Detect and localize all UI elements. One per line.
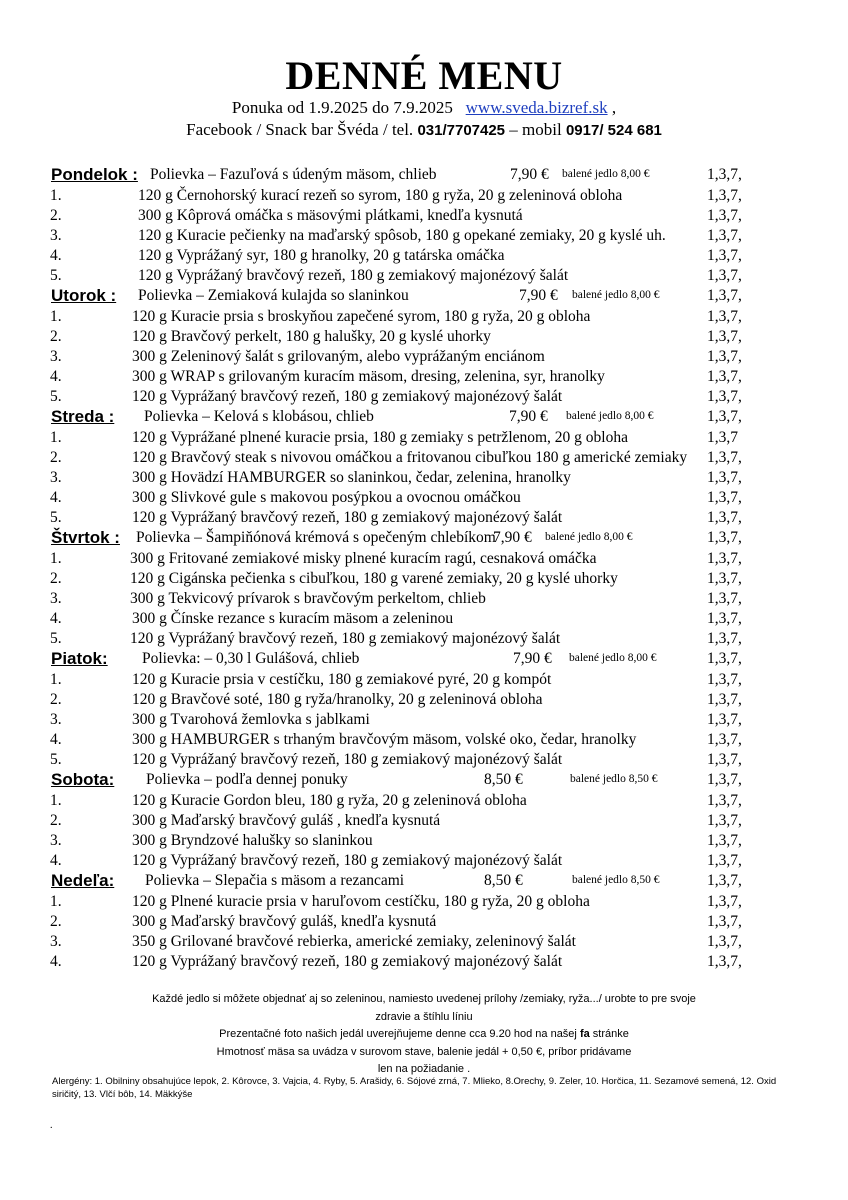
packed-price: balené jedlo 8,00 € (569, 652, 657, 664)
menu-item (50, 265, 810, 285)
item-number: 2. (50, 691, 62, 708)
item-dish: 120 g Vyprážaný bravčový rezeň, 180 g zemiakový majonézový šalát (130, 630, 561, 647)
item-number: 3. (50, 469, 62, 486)
day-name: Štvrtok : (51, 528, 120, 547)
allergen-codes: 1,3,7, (707, 650, 742, 667)
menu-item (50, 467, 810, 487)
menu-item (50, 790, 810, 810)
allergen-codes: 1,3,7, (707, 852, 742, 869)
item-dish: 120 g Vyprážaný bravčový rezeň, 180 g zemiakový majonézový šalát (132, 751, 563, 768)
allergen-codes: 1,3,7, (707, 792, 742, 809)
menu-item (50, 386, 810, 406)
day-name: Streda : (51, 407, 115, 426)
item-dish: 120 g Cigánska pečienka s cibuľkou, 180 g varené zemiaky, 20 g kyslé uhorky (130, 570, 618, 587)
allergen-codes: 1,3,7, (707, 751, 742, 768)
item-number: 1. (50, 792, 62, 809)
allergen-codes: 1,3,7, (707, 610, 742, 627)
allergen-codes: 1,3,7, (707, 267, 742, 284)
day-row (50, 769, 810, 790)
allergen-codes: 1,3,7, (707, 731, 742, 748)
footer-line-1: Každé jedlo si môžete objednať aj so zeleninou, namiesto uvedenej prílohy /zemiaky, ryža.../ urobte to pre svoje (152, 993, 696, 1005)
contact-line (0, 120, 848, 140)
allergen-codes: 1,3,7, (707, 348, 742, 365)
item-number: 4. (50, 731, 62, 748)
allergen-codes: 1,3,7, (707, 187, 742, 204)
allergen-codes: 1,3,7, (707, 550, 742, 567)
menu-item (50, 487, 810, 507)
day-row (50, 406, 810, 427)
item-dish: 300 g Maďarský bravčový guláš, knedľa kysnutá (132, 913, 437, 930)
menu-item (50, 911, 810, 931)
item-dish: 120 g Vyprážaný bravčový rezeň, 180 g zemiakový majonézový šalát (132, 852, 563, 869)
day-row (50, 870, 810, 891)
item-number: 4. (50, 852, 62, 869)
menu-item (50, 366, 810, 386)
allergen-codes: 1,3,7, (707, 408, 742, 425)
item-number: 5. (50, 267, 62, 284)
allergen-codes: 1,3,7, (707, 933, 742, 950)
menu-item (50, 588, 810, 608)
mobile-number: 0917/ 524 681 (565, 122, 662, 139)
item-dish: 300 g Kôprová omáčka s mäsovými plátkami, knedľa kysnutá (138, 207, 523, 224)
menu-item (50, 830, 810, 850)
phone-number: 031/7707425 (417, 122, 506, 139)
allergens-note: Alergény: 1. Obilniny obsahujúce lepok, 2. Kôrovce, 3. Vajcia, 4. Ryby, 5. Arašidy, 6. Sójové zrná, 7. Mlieko, 8.Orechy, 9. Zeler, 10. Horčica, 11. Sezamové semená, 12. Oxid siričitý, 13. Vlčí bôb, 14. Mäkkýše (52, 1076, 777, 1100)
menu-item (50, 891, 810, 911)
item-dish: 300 g Fritované zemiakové misky plnené kuracím ragú, cesnaková omáčka (130, 550, 597, 567)
soup-price: 8,50 € (484, 771, 523, 788)
item-number: 2. (50, 570, 62, 587)
day-name: Utorok : (51, 286, 117, 305)
menu-item (50, 326, 810, 346)
item-number: 1. (50, 671, 62, 688)
allergen-codes: 1,3,7, (707, 489, 742, 506)
item-dish: 300 g Zeleninový šalát s grilovaným, alebo vyprážaným enciánom (132, 348, 545, 365)
footer-line-3-text: Prezentačné foto našich jedál uverejňujeme denne cca 9.20 hod na našej (219, 1028, 580, 1040)
item-number: 1. (50, 308, 62, 325)
item-number: 2. (50, 328, 62, 345)
item-dish: 120 g Bravčový steak s nivovou omáčkou a fritovanou cibuľkou 180 g americké zemiaky (132, 449, 688, 466)
allergen-codes: 1,3,7, (707, 711, 742, 728)
item-dish: 300 g WRAP s grilovaným kuracím mäsom, dresing, zelenina, syr, hranolky (132, 368, 605, 385)
packed-price: balené jedlo 8,00 € (562, 168, 650, 180)
mobile-label: – mobil (505, 120, 566, 139)
day-name: Nedeľa: (51, 871, 115, 890)
soup-price: 7,90 € (513, 650, 552, 667)
soup-price: 8,50 € (484, 872, 523, 889)
item-number: 5. (50, 509, 62, 526)
item-number: 1. (50, 550, 62, 567)
item-dish: 300 g Tvarohová žemlovka s jablkami (132, 711, 370, 728)
soup-price: 7,90 € (519, 287, 558, 304)
item-dish: 120 g Vyprážaný bravčový rezeň, 180 g zemiakový majonézový šalát (132, 953, 563, 970)
item-dish: 120 g Plnené kuracie prsia v haruľovom cestíčku, 180 g ryža, 20 g obloha (132, 893, 590, 910)
item-number: 5. (50, 388, 62, 405)
soup-name: Polievka – Šampiňónová krémová s opečeným chlebíkom (136, 529, 496, 546)
facebook-mark: fa (579, 1028, 590, 1040)
item-number: 4. (50, 953, 62, 970)
packed-price: balené jedlo 8,00 € (566, 410, 654, 422)
footer-notes (0, 991, 848, 1079)
menu-item (50, 628, 810, 648)
item-dish: 120 g Kuracie prsia s broskyňou zapečené syrom, 180 g ryža, 20 g obloha (132, 308, 591, 325)
soup-name: Polievka – podľa dennej ponuky (146, 771, 348, 788)
allergen-codes: 1,3,7, (707, 771, 742, 788)
day-row (50, 285, 810, 306)
item-number: 4. (50, 610, 62, 627)
allergen-codes: 1,3,7, (707, 509, 742, 526)
website-link[interactable]: www.sveda.bizref.sk (465, 98, 608, 117)
allergen-codes: 1,3,7, (707, 368, 742, 385)
day-row (50, 648, 810, 669)
soup-name: Polievka – Zemiaková kulajda so slaninkou (138, 287, 409, 304)
menu-item (50, 427, 810, 447)
day-name: Pondelok : (51, 165, 138, 184)
allergen-codes: 1,3,7, (707, 207, 742, 224)
soup-name: Polievka – Slepačia s mäsom a rezancami (145, 872, 405, 889)
item-dish: 120 g Vyprážaný bravčový rezeň, 180 g zemiakový majonézový šalát (132, 388, 563, 405)
packed-price: balené jedlo 8,00 € (572, 289, 660, 301)
menu-item (50, 608, 810, 628)
offer-suffix: , (611, 98, 617, 117)
item-dish: 120 g Černohorský kurací rezeň so syrom, 180 g ryža, 20 g zeleninová obloha (138, 187, 623, 204)
item-dish: 120 g Bravčové soté, 180 g ryža/hranolky, 20 g zeleninová obloha (132, 691, 543, 708)
allergen-codes: 1,3,7, (707, 166, 742, 183)
item-dish: 120 g Kuracie prsia v cestíčku, 180 g zemiakové pyré, 20 g kompót (132, 671, 552, 688)
item-dish: 300 g Slivkové gule s makovou posýpkou a ovocnou omáčkou (132, 489, 521, 506)
menu-item (50, 507, 810, 527)
footer-line-4: Hmotnosť mäsa sa uvádza v surovom stave, balenie jedál + 0,50 €, príbor pridávame (216, 1045, 632, 1058)
menu-item (50, 447, 810, 467)
item-dish: 300 g Hovädzí HAMBURGER so slaninkou, čedar, zelenina, hranolky (132, 469, 571, 486)
item-number: 2. (50, 449, 62, 466)
item-number: 3. (50, 348, 62, 365)
allergen-codes: 1,3,7, (707, 872, 742, 889)
item-number: 1. (50, 187, 62, 204)
packed-price: balené jedlo 8,50 € (572, 874, 660, 886)
allergen-codes: 1,3,7, (707, 469, 742, 486)
menu-item (50, 568, 810, 588)
menu-item (50, 185, 810, 205)
item-dish: 300 g Bryndzové halušky so slaninkou (132, 832, 373, 849)
allergen-codes: 1,3,7, (707, 388, 742, 405)
item-number: 5. (50, 751, 62, 768)
item-number: 3. (50, 590, 62, 607)
item-dish: 300 g Maďarský bravčový guláš , knedľa kysnutá (132, 812, 441, 829)
packed-price: balené jedlo 8,00 € (545, 531, 633, 543)
allergen-codes: 1,3,7, (707, 529, 742, 546)
allergen-codes: 1,3,7, (707, 953, 742, 970)
item-dish: 300 g Čínske rezance s kuracím mäsom a zeleninou (132, 610, 454, 627)
item-dish: 120 g Vyprážané plnené kuracie prsia, 180 g zemiaky s petržlenom, 20 g obloha (132, 429, 628, 446)
item-number: 1. (50, 429, 62, 446)
item-dish: 120 g Kuracie pečienky na maďarský spôsob, 180 g opekané zemiaky, 20 g kyslé uh. (138, 227, 666, 244)
packed-price: balené jedlo 8,50 € (570, 773, 658, 785)
menu-item (50, 689, 810, 709)
day-row (50, 164, 810, 185)
allergen-codes: 1,3,7, (707, 671, 742, 688)
allergen-codes: 1,3,7, (707, 893, 742, 910)
menu-item (50, 245, 810, 265)
item-number: 2. (50, 812, 62, 829)
item-number: 5. (50, 630, 62, 647)
day-name: Sobota: (51, 770, 115, 789)
item-number: 2. (50, 913, 62, 930)
allergen-codes: 1,3,7, (707, 570, 742, 587)
menu-list (50, 164, 810, 971)
offer-line (0, 98, 848, 118)
footer-line-3-end: stránke (589, 1028, 629, 1040)
item-number: 3. (50, 832, 62, 849)
allergen-codes: 1,3,7 (707, 429, 738, 446)
menu-item (50, 205, 810, 225)
item-dish: 350 g Grilované bravčové rebierka, americké zemiaky, zeleninový šalát (132, 933, 576, 950)
soup-name: Polievka: – 0,30 l Gulášová, chlieb (142, 650, 360, 667)
trailing-mark: . (50, 1120, 53, 1131)
item-dish: 120 g Vyprážaný syr, 180 g hranolky, 20 g tatárska omáčka (138, 247, 505, 264)
menu-item (50, 346, 810, 366)
item-number: 1. (50, 893, 62, 910)
item-dish: 120 g Vyprážaný bravčový rezeň, 180 g zemiakový majonézový šalát (132, 509, 563, 526)
soup-price: 7,90 € (510, 166, 549, 183)
footer-line-3 (0, 1026, 848, 1044)
item-dish: 120 g Vyprážaný bravčový rezeň, 180 g zemiakový majonézový šalát (138, 267, 569, 284)
item-number: 4. (50, 368, 62, 385)
offer-period: Ponuka od 1.9.2025 do 7.9.2025 (231, 98, 453, 117)
soup-name: Polievka – Kelová s klobásou, chlieb (144, 408, 374, 425)
allergen-codes: 1,3,7, (707, 832, 742, 849)
allergen-codes: 1,3,7, (707, 691, 742, 708)
allergen-codes: 1,3,7, (707, 630, 742, 647)
item-number: 4. (50, 489, 62, 506)
menu-item (50, 951, 810, 971)
item-number: 2. (50, 207, 62, 224)
allergen-codes: 1,3,7, (707, 590, 742, 607)
menu-item (50, 548, 810, 568)
soup-name: Polievka – Fazuľová s údeným mäsom, chlieb (150, 166, 437, 183)
soup-price: 7,90 € (493, 529, 532, 546)
allergen-codes: 1,3,7, (707, 308, 742, 325)
menu-item (50, 850, 810, 870)
item-number: 3. (50, 227, 62, 244)
menu-item (50, 729, 810, 749)
menu-item (50, 810, 810, 830)
menu-item (50, 749, 810, 769)
allergen-codes: 1,3,7, (707, 812, 742, 829)
item-dish: 120 g Kuracie Gordon bleu, 180 g ryža, 20 g zeleninová obloha (132, 792, 527, 809)
footer-line-2: zdravie a štíhlu líniu (375, 1010, 473, 1023)
footer-line-5: len na požiadanie . (377, 1063, 471, 1075)
item-number: 3. (50, 711, 62, 728)
item-number: 4. (50, 247, 62, 264)
allergen-codes: 1,3,7, (707, 328, 742, 345)
menu-item (50, 669, 810, 689)
menu-item (50, 709, 810, 729)
allergen-codes: 1,3,7, (707, 247, 742, 264)
soup-price: 7,90 € (509, 408, 548, 425)
menu-item (50, 306, 810, 326)
allergen-codes: 1,3,7, (707, 287, 742, 304)
allergen-codes: 1,3,7, (707, 913, 742, 930)
allergen-codes: 1,3,7, (707, 449, 742, 466)
item-dish: 300 g Tekvicový prívarok s bravčovým perkeltom, chlieb (130, 590, 486, 607)
menu-item (50, 225, 810, 245)
item-number: 3. (50, 933, 62, 950)
menu-item (50, 931, 810, 951)
allergen-codes: 1,3,7, (707, 227, 742, 244)
item-dish: 300 g HAMBURGER s trhaným bravčovým mäsom, volské oko, čedar, hranolky (132, 731, 637, 748)
day-row (50, 527, 810, 548)
item-dish: 120 g Bravčový perkelt, 180 g halušky, 20 g kyslé uhorky (132, 328, 491, 345)
contact-prefix: Facebook / Snack bar Švéda / tel. (186, 120, 418, 139)
day-name: Piatok: (51, 649, 108, 668)
page-title: DENNÉ MENU (285, 53, 563, 98)
